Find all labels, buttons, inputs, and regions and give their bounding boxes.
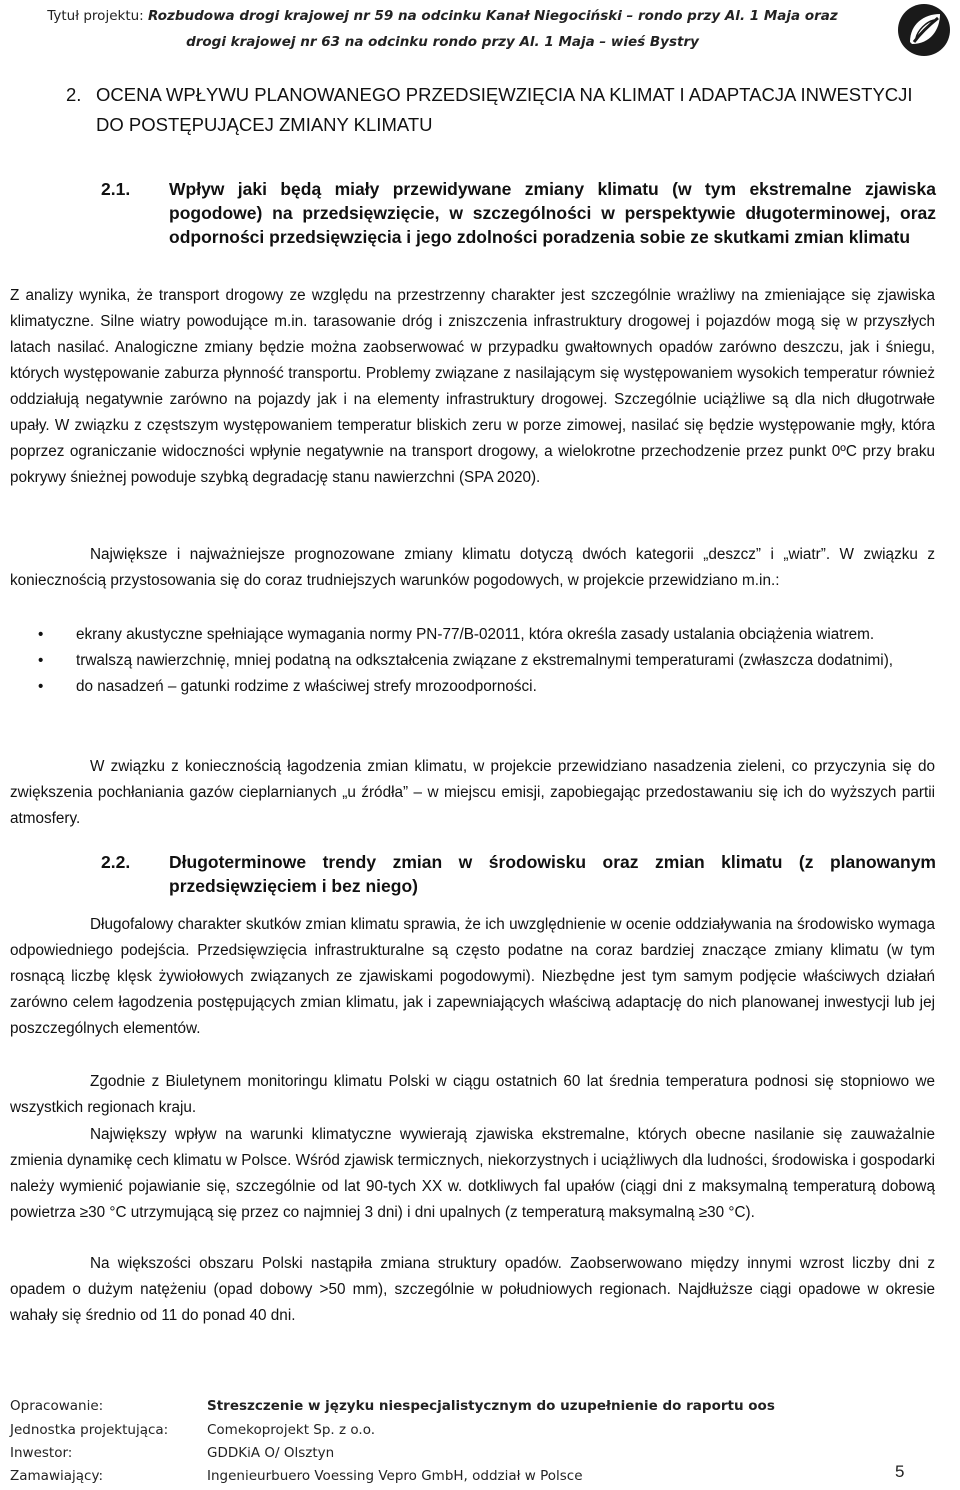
project-title-text-2: drogi krajowej nr 63 na odcinku rondo przy Al. 1 Maja – wieś Bystry (186, 34, 699, 50)
page-number: 5 (895, 1462, 905, 1481)
list-item-text: trwalszą nawierzchnię, mniej podatną na odkształcenia związane z ekstremalnymi temperaturami (zwłaszcza dodatnimi), (76, 652, 894, 669)
bullet-icon: • (38, 626, 44, 643)
footer-row (10, 1445, 950, 1467)
footer-value: Ingenieurbuero Voessing Vepro GmbH, oddział w Polsce (207, 1468, 583, 1484)
list-item-text: do nasadzeń – gatunki rodzime z właściwej strefy mrozoodporności. (76, 678, 537, 695)
list-item (10, 622, 935, 648)
footer-label: Jednostka projektująca: (10, 1422, 169, 1438)
paragraph-5: Zgodnie z Biuletynem monitoringu klimatu Polski w ciągu ostatnich 60 lat średnia temperatura podnosi się stopniowo we wszystkich regionach kraju. (10, 1073, 935, 1116)
page-header (0, 0, 960, 62)
footer-label: Inwestor: (10, 1445, 73, 1461)
footer-row (10, 1398, 950, 1420)
footer-row (10, 1468, 950, 1490)
project-title-line-1 (0, 8, 885, 24)
list-item (10, 648, 935, 674)
bullet-icon: • (38, 678, 44, 695)
bullet-icon: • (38, 652, 44, 669)
footer-row (10, 1422, 950, 1444)
paragraph-1: Z analizy wynika, że transport drogowy ze względu na przestrzenny charakter jest szczególnie wrażliwy na zmieniające się zjawiska klimatyczne. Silne wiatry powodujące m.in. tarasowanie dróg i zniszczenia infrastruktury drogowej i pojazdów mogą się w przyszłych latach nasilać. Analogiczne zmiany będzie można zaobserwować w przypadku gwałtownych opadów zarówno deszczu, jak i śniegu, których występowanie zaburza płynność transportu. Problemy związane z nasilającym się występowaniem wysokich temperatur również oddziałują negatywnie zarówno na pojazdy jak i na elementy infrastruktury drogowej. Szczególnie uciążliwe są dla nich długotrwałe upały. W związku z częstszym występowaniem temperatur bliskich zeru w porze zimowej, nasilać się będzie występowanie mgły, która poprzez ograniczanie widoczności wpłynie negatywnie na transport drogowy, a wielokrotne przechodzenie przez punkt 0ºC przy braku pokrywy śnieżnej powoduje szybką degradację stanu nawierzchni (SPA 2020). (10, 287, 935, 486)
project-title-text: Rozbudowa drogi krajowej nr 59 na odcinku Kanał Niegociński – rondo przy Al. 1 Maja oraz (148, 8, 838, 24)
paragraph-2: Największe i najważniejsze prognozowane zmiany klimatu dotyczą dwóch kategorii „deszcz” i „wiatr”. W związku z koniecznością przystosowania się do coraz trudniejszych warunków pogodowych, w projekcie przewidziano m.in.: (10, 546, 935, 589)
footer-label: Opracowanie: (10, 1398, 104, 1414)
paragraph-4: Długofalowy charakter skutków zmian klimatu sprawia, że ich uwzględnienie w ocenie oddziaływania na środowisko wymaga odpowiedniego podejścia. Przedsięwzięcia infrastrukturalne są często podatne na coraz bardziej znaczące zmiany klimatu (w tym rosnącą liczbę klęsk żywiołowych związanych ze zjawiskami pogodowymi). Niezbędne jest tym samym podjęcie właściwych działań zarówno celem łagodzenia postępujących zmian klimatu, jak i zapewniających właściwą adaptację do nich planowanej inwestycji lub jej poszczególnych elementów. (10, 916, 935, 1037)
footer-value: Streszczenie w języku niespecjalistycznym do uzupełnienie do raportu oos (207, 1398, 775, 1414)
leaf-logo-icon (896, 2, 952, 58)
subsection-number: 2.1. (101, 179, 131, 199)
subsection-title: Długoterminowe trendy zmian w środowisku oraz zmian klimatu (z planowanym przedsięwzięciem i bez niego) (169, 852, 936, 896)
subsection-title: Wpływ jaki będą miały przewidywane zmiany klimatu (w tym ekstremalne zjawiska pogodowe) na przedsięwzięcie, w szczególności w perspektywie długoterminowej, oraz odporności przedsięwzięcia i jego zdolności poradzenia sobie ze skutkami zmian klimatu (169, 179, 936, 247)
section-title: OCENA WPŁYWU PLANOWANEGO PRZEDSIĘWZIĘCIA NA KLIMAT I ADAPTACJA INWESTYCJI DO POSTĘPUJĄCEJ ZMIANY KLIMATU (96, 84, 913, 135)
bullet-list (10, 622, 935, 700)
paragraph-3: W związku z koniecznością łagodzenia zmian klimatu, w projekcie przewidziano nasadzenia zieleni, co przyczynia się do zwiększenia pochłaniania gazów cieplarnianych „u źródła” – w miejscu emisji, zapobiegając przedostawaniu się ich do wyższych partii atmosfery. (10, 758, 935, 827)
list-item-text: ekrany akustyczne spełniające wymagania normy PN-77/B-02011, która określa zasady ustalania obciążenia wiatrem. (76, 626, 875, 643)
project-title-prefix: Tytuł projektu: (47, 8, 149, 24)
list-item (10, 674, 935, 700)
project-title-line-2 (0, 34, 885, 50)
footer-label: Zamawiający: (10, 1468, 104, 1484)
paragraph-7: Na większości obszaru Polski nastąpiła zmiana struktury opadów. Zaobserwowano między innymi wzrost liczby dni z opadem o dużym natężeniu (opad dobowy >50 mm), szczególnie w południowych regionach. Najdłuższe ciągi opadowe w okresie wahały się średnio od 11 do ponad 40 dni. (10, 1255, 935, 1324)
subsection-number: 2.2. (101, 852, 131, 872)
footer-value: Comekoprojekt Sp. z o.o. (207, 1422, 376, 1438)
paragraph-6: Największy wpływ na warunki klimatyczne wywierają zjawiska ekstremalne, których obecne nasilanie się zauważalnie zmienia dynamikę cech klimatu w Polsce. Wśród zjawisk termicznych, niekorzystnych i uciążliwych dla ludności, środowiska i gospodarki należy wymienić pojawianie się, szczególnie od lat 90-tych XX w. dotkliwych fal upałów (ciągi dni z maksymalną temperaturą dobową powietrza ≥30 °C utrzymującą się przez co najmniej 3 dni) i dni upalnych (z temperaturą maksymalną ≥30 °C). (10, 1126, 935, 1221)
footer-value: GDDKiA O/ Olsztyn (207, 1445, 335, 1461)
section-number: 2. (66, 84, 82, 105)
